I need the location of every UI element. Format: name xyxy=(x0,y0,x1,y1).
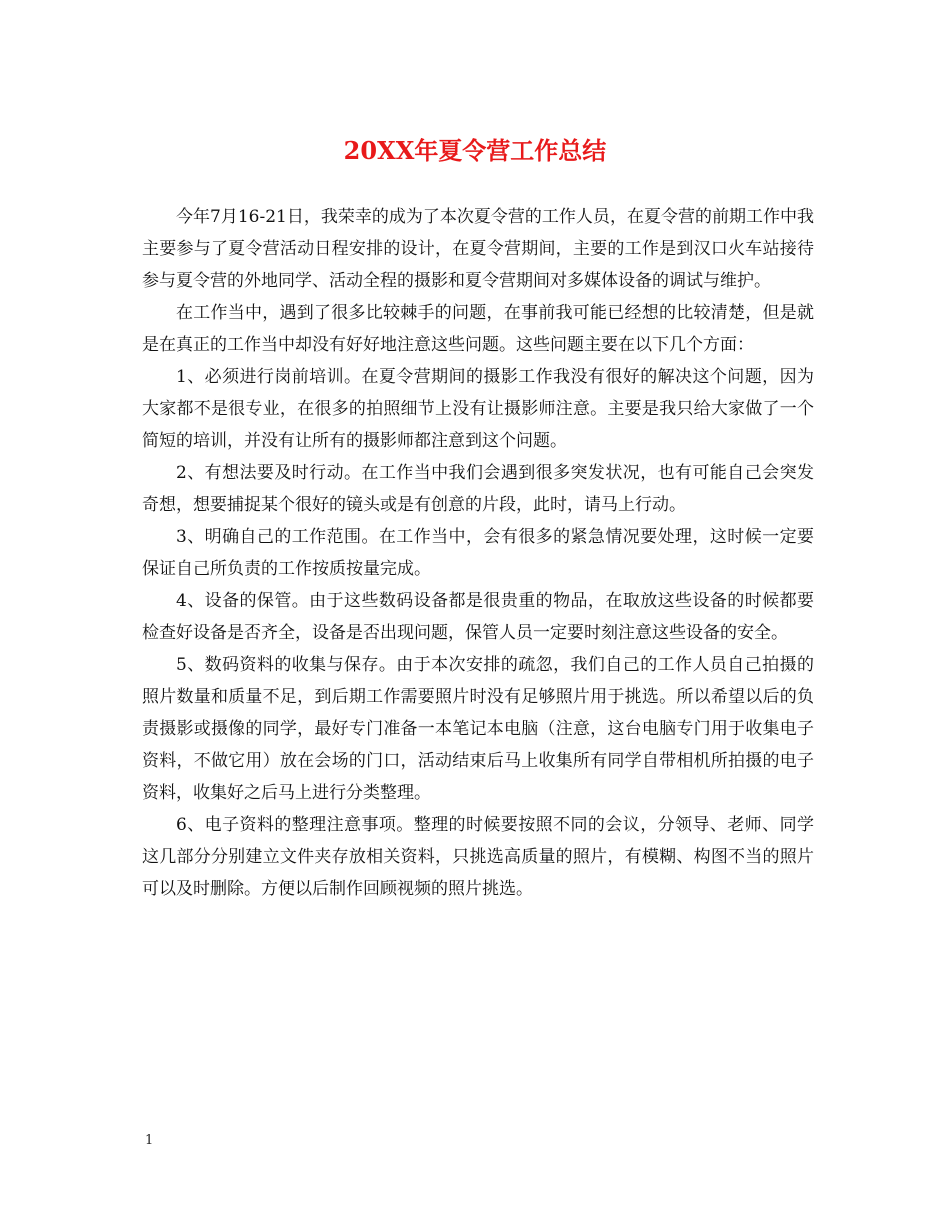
document-title: 20XX年夏令营工作总结 xyxy=(343,136,607,165)
paragraph-item-4: 4、设备的保管。由于这些数码设备都是很贵重的物品，在取放这些设备的时候都要检查好设备是否齐全，设备是否出现问题，保管人员一定要时刻注意这些设备的安全。 xyxy=(142,591,814,643)
paragraph-intro: 今年7月16-21日，我荣幸的成为了本次夏令营的工作人员，在夏令营的前期工作中我主要参与了夏令营活动日程安排的设计，在夏令营期间，主要的工作是到汉口火车站接待参与夏令营的外地同学、活动全程的摄影和夏令营期间对多媒体设备的调试与维护。 xyxy=(142,207,814,291)
paragraph-item-2: 2、有想法要及时行动。在工作当中我们会遇到很多突发状况，也有可能自己会突发奇想，想要捕捉某个很好的镜头或是有创意的片段，此时，请马上行动。 xyxy=(142,463,814,515)
document-body xyxy=(142,201,814,905)
paragraph-item-5: 5、数码资料的收集与保存。由于本次安排的疏忽，我们自己的工作人员自己拍摄的照片数量和质量不足，到后期工作需要照片时没有足够照片用于挑选。所以希望以后的负责摄影或摄像的同学，最好专门准备一本笔记本电脑（注意，这台电脑专门用于收集电子资料，不做它用）放在会场的门口，活动结束后马上收集所有同学自带相机所拍摄的电子资料，收集好之后马上进行分类整理。 xyxy=(142,655,814,803)
paragraph-problems: 在工作当中，遇到了很多比较棘手的问题，在事前我可能已经想的比较清楚，但是就是在真正的工作当中却没有好好地注意这些问题。这些问题主要在以下几个方面： xyxy=(142,303,814,355)
paragraph-item-1: 1、必须进行岗前培训。在夏令营期间的摄影工作我没有很好的解决这个问题，因为大家都不是很专业，在很多的拍照细节上没有让摄影师注意。主要是我只给大家做了一个简短的培训，并没有让所有的摄影师都注意到这个问题。 xyxy=(142,367,814,451)
page-number: 1 xyxy=(145,1133,154,1148)
paragraph-item-3: 3、明确自己的工作范围。在工作当中，会有很多的紧急情况要处理，这时候一定要保证自己所负责的工作按质按量完成。 xyxy=(142,527,814,579)
paragraph-item-6: 6、电子资料的整理注意事项。整理的时候要按照不同的会议，分领导、老师、同学这几部分分别建立文件夹存放相关资料，只挑选高质量的照片，有模糊、构图不当的照片可以及时删除。方便以后制作回顾视频的照片挑选。 xyxy=(142,815,814,899)
